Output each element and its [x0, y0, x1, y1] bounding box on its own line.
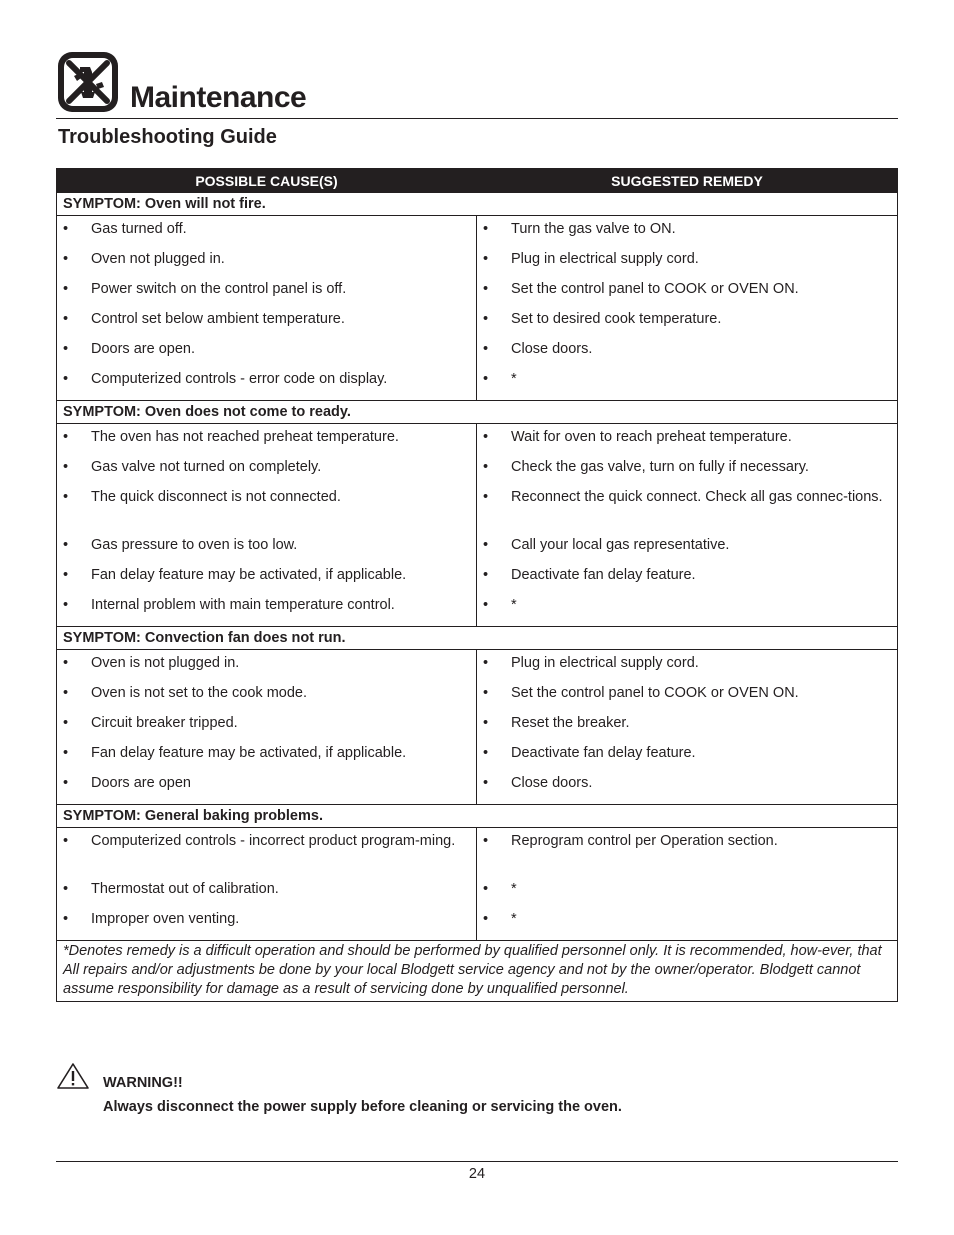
remedy-text: Plug in electrical supply cord. [511, 251, 699, 267]
bullet: • [63, 489, 69, 505]
bullet: • [483, 881, 489, 897]
bullet: • [483, 221, 489, 237]
warning-text: Always disconnect the power supply before cleaning or servicing the oven. [103, 1099, 622, 1115]
cause-text: The oven has not reached preheat temperature. [91, 429, 399, 445]
cause-text: The quick disconnect is not connected. [91, 489, 341, 505]
bullet: • [63, 459, 69, 475]
bullet: • [483, 489, 489, 505]
cause-item [63, 280, 470, 298]
remedy-text: Call your local gas representative. [511, 537, 730, 553]
remedy-text: Reset the breaker. [511, 715, 630, 731]
remedies-cell [477, 424, 898, 627]
remedy-item [483, 488, 891, 524]
page-title: Maintenance [130, 81, 307, 114]
remedy-item [483, 220, 891, 238]
footer-divider [56, 1161, 898, 1162]
remedy-text: * [511, 371, 517, 387]
remedy-item [483, 280, 891, 298]
bullet: • [483, 429, 489, 445]
cause-text: Power switch on the control panel is off. [91, 281, 347, 297]
bullet: • [63, 655, 69, 671]
bullet: • [483, 911, 489, 927]
bullet: • [63, 685, 69, 701]
cause-item [63, 596, 470, 614]
bullet: • [63, 567, 69, 583]
remedy-text: Close doors. [511, 341, 593, 357]
causes-cell [57, 424, 477, 627]
causes-cell [57, 650, 477, 805]
bullet: • [63, 775, 69, 791]
troubleshooting-table [56, 168, 898, 1002]
remedy-text: * [511, 597, 517, 613]
bullet: • [483, 685, 489, 701]
bullet: • [483, 311, 489, 327]
cause-item [63, 880, 470, 898]
warning-title: WARNING!! [103, 1075, 183, 1091]
bullet: • [63, 429, 69, 445]
cause-item [63, 428, 470, 446]
bullet: • [483, 715, 489, 731]
symptom-heading: SYMPTOM: Oven will not fire. [57, 193, 898, 216]
bullet: • [483, 459, 489, 475]
symptom-heading: SYMPTOM: Convection fan does not run. [57, 627, 898, 650]
bullet: • [63, 311, 69, 327]
remedy-text: Set the control panel to COOK or OVEN ON. [511, 281, 799, 297]
bullet: • [63, 881, 69, 897]
symptom-heading: SYMPTOM: Oven does not come to ready. [57, 401, 898, 424]
remedy-text: Deactivate fan delay feature. [511, 745, 696, 761]
warning-notice [56, 1062, 898, 1122]
bullet: • [483, 597, 489, 613]
remedy-text: Wait for oven to reach preheat temperature. [511, 429, 792, 445]
cause-text: Oven not plugged in. [91, 251, 225, 267]
remedy-text: Close doors. [511, 775, 593, 791]
remedy-item [483, 832, 891, 868]
bullet: • [63, 537, 69, 553]
bullet: • [483, 745, 489, 761]
cause-text: Doors are open. [91, 341, 195, 357]
cause-text: Oven is not plugged in. [91, 655, 240, 671]
bullet: • [63, 597, 69, 613]
cause-text: Oven is not set to the cook mode. [91, 685, 308, 701]
bullet: • [63, 371, 69, 387]
cause-item [63, 488, 470, 524]
cause-text: Gas valve not turned on completely. [91, 459, 322, 475]
remedy-item [483, 536, 891, 554]
remedy-item [483, 250, 891, 268]
remedy-item [483, 340, 891, 358]
remedy-item [483, 684, 891, 702]
remedy-text: * [511, 881, 517, 897]
bullet: • [63, 833, 69, 849]
remedy-text: Turn the gas valve to ON. [511, 221, 676, 237]
remedy-item [483, 910, 891, 928]
remedy-text: Reprogram control per Operation section. [511, 833, 778, 849]
cause-item [63, 310, 470, 328]
cause-item [63, 774, 470, 792]
cause-item [63, 832, 470, 868]
bullet: • [63, 341, 69, 357]
cause-item [63, 536, 470, 554]
bullet: • [63, 911, 69, 927]
cause-text: Control set below ambient temperature. [91, 311, 345, 327]
remedy-item [483, 744, 891, 762]
bullet: • [483, 833, 489, 849]
cause-text: Gas pressure to oven is too low. [91, 537, 298, 553]
bullet: • [483, 281, 489, 297]
cause-item [63, 684, 470, 702]
cause-item [63, 458, 470, 476]
cause-text: Thermostat out of calibration. [91, 881, 279, 897]
remedies-cell [477, 828, 898, 941]
remedy-item [483, 774, 891, 792]
column-header-causes: POSSIBLE CAUSE(S) [57, 169, 477, 193]
bullet: • [483, 251, 489, 267]
cause-item [63, 654, 470, 672]
bullet: • [63, 715, 69, 731]
remedy-item [483, 714, 891, 732]
remedies-cell [477, 650, 898, 805]
remedy-item [483, 654, 891, 672]
remedy-item [483, 428, 891, 446]
cause-text: Doors are open [91, 775, 191, 791]
cause-item [63, 340, 470, 358]
remedy-text: Set the control panel to COOK or OVEN ON. [511, 685, 799, 701]
page-number: 24 [468, 1166, 486, 1182]
no-tools-icon [56, 50, 120, 114]
cause-text: Gas turned off. [91, 221, 187, 237]
remedy-item [483, 596, 891, 614]
column-header-remedy: SUGGESTED REMEDY [477, 169, 898, 193]
symptom-heading: SYMPTOM: General baking problems. [57, 805, 898, 828]
remedies-cell [477, 216, 898, 401]
remedy-item [483, 370, 891, 388]
bullet: • [63, 281, 69, 297]
page-header [56, 48, 898, 120]
cause-text: Improper oven venting. [91, 911, 240, 927]
remedy-item [483, 310, 891, 328]
bullet: • [483, 341, 489, 357]
cause-item [63, 714, 470, 732]
cause-text: Internal problem with main temperature control. [91, 597, 395, 613]
cause-item [63, 250, 470, 268]
warning-triangle-icon [56, 1062, 90, 1090]
bullet: • [483, 775, 489, 791]
section-title: Troubleshooting Guide [58, 126, 277, 148]
remedy-item [483, 880, 891, 898]
bullet: • [483, 567, 489, 583]
remedy-text: * [511, 911, 517, 927]
cause-text: Circuit breaker tripped. [91, 715, 238, 731]
bullet: • [483, 537, 489, 553]
bullet: • [63, 251, 69, 267]
cause-item [63, 566, 470, 584]
cause-item [63, 910, 470, 928]
causes-cell [57, 216, 477, 401]
cause-text: Fan delay feature may be activated, if applicable. [91, 567, 407, 583]
remedy-text: Deactivate fan delay feature. [511, 567, 696, 583]
remedy-text: Plug in electrical supply cord. [511, 655, 699, 671]
remedy-item [483, 566, 891, 584]
cause-text: Fan delay feature may be activated, if applicable. [91, 745, 407, 761]
cause-item [63, 370, 470, 388]
cause-text: Computerized controls - error code on display. [91, 371, 388, 387]
causes-cell [57, 828, 477, 941]
bullet: • [63, 221, 69, 237]
bullet: • [63, 745, 69, 761]
remedy-item [483, 458, 891, 476]
remedy-text: Check the gas valve, turn on fully if necessary. [511, 459, 809, 475]
cause-item [63, 744, 470, 762]
footnote: *Denotes remedy is a difficult operation and should be performed by qualified personnel only. It is recommended, how-ever, that All repairs and/or adjustments be done by your local Blodgett service agency and not by the owner/operator. Blodgett cannot assume responsibility for damage as a result of servicing done by unqualified personnel. [57, 941, 898, 1002]
remedy-text: Reconnect the quick connect. Check all gas connec-tions. [511, 489, 883, 505]
cause-text: Computerized controls - incorrect product program-ming. [91, 833, 456, 849]
bullet: • [483, 655, 489, 671]
header-divider [56, 118, 898, 119]
cause-item [63, 220, 470, 238]
remedy-text: Set to desired cook temperature. [511, 311, 722, 327]
bullet: • [483, 371, 489, 387]
